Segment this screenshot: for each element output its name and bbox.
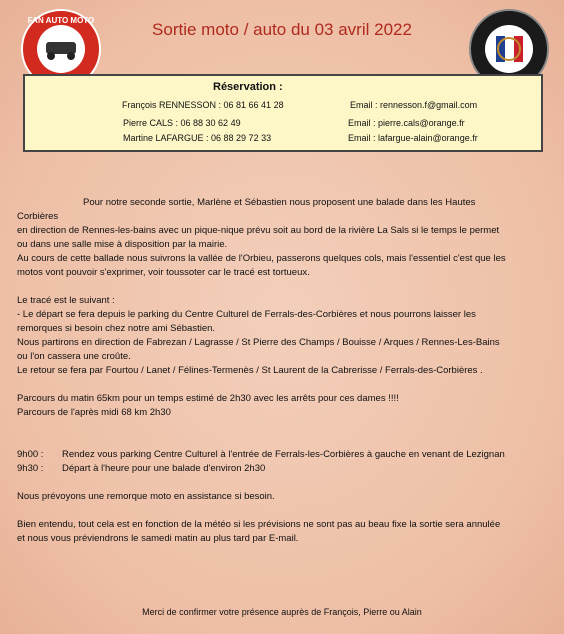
contact-email[interactable]: Email : pierre.cals@orange.fr: [348, 118, 465, 128]
svg-text:FAN AUTO MOTO: FAN AUTO MOTO: [27, 16, 95, 25]
trace-line: ou l'on cassera une croûte.: [17, 351, 131, 362]
schedule-item: [17, 448, 557, 462]
page-title: Sortie moto / auto du 03 avril 2022: [152, 20, 412, 39]
schedule-item: [17, 462, 557, 476]
trace-line: Le tracé est le suivant :: [17, 295, 115, 306]
trace-line: remorques si besoin chez notre ami Sébastien.: [17, 323, 216, 334]
intro-line: ou dans une salle mise à disposition par la mairie.: [17, 239, 228, 250]
contact-email[interactable]: Email : lafargue-alain@orange.fr: [348, 133, 478, 143]
contact-row: [25, 118, 545, 132]
schedule-text: Rendez vous parking Centre Culturel à l'entrée de Ferrals-les-Corbières à gauche en venant de Lezignan: [62, 449, 505, 460]
reservation-title: Réservation :: [213, 81, 283, 93]
intro-line: en direction de Rennes-les-bains avec un pique-nique prévu soit au bord de la rivière La Sals si le temps le permet: [17, 225, 500, 236]
parcours-line: Parcours du matin 65km pour un temps estimé de 2h30 avec les arrêts pour ces dames !!!!: [17, 393, 399, 404]
intro-line: motos vont pouvoir s'exprimer, voir toussoter car le tracé est tortueux.: [17, 267, 310, 278]
meteo-line: Bien entendu, tout cela est en fonction de la météo si les prévisions ne sont pas au beau fixe la sortie sera annulée: [17, 519, 501, 530]
intro-line: Au cours de cette ballade nous suivrons la vallée de l'Orbieu, passerons quelques cols, mais l'essentiel c'est que les: [17, 253, 506, 264]
intro-paragraph-first-line: Pour notre seconde sortie, Marlène et Sébastien nous proposent une balade dans les Hautes: [83, 197, 476, 208]
contact-email[interactable]: Email : rennesson.f@gmail.com: [350, 100, 478, 110]
contact-row: [25, 100, 545, 114]
parcours-line: Parcours de l'après midi 68 km 2h30: [17, 407, 171, 418]
contact-row: [25, 133, 545, 147]
intro-line: Corbières: [17, 211, 59, 222]
contact-name-phone: Pierre CALS : 06 88 30 62 49: [123, 118, 241, 128]
contact-name-phone: Martine LAFARGUE : 06 88 29 72 33: [123, 133, 272, 143]
body-text: [17, 196, 557, 546]
schedule-time: 9h30 :: [17, 463, 44, 474]
meteo-line: et nous vous préviendrons le samedi matin au plus tard par E-mail.: [17, 533, 299, 544]
trace-line: Nous partirons en direction de Fabrezan / Lagrasse / St Pierre des Champs / Bouisse / Arques / Rennes-Les-Bains: [17, 337, 500, 348]
remorque-line: Nous prévoyons une remorque moto en assistance si besoin.: [17, 491, 275, 502]
contact-name-phone: François RENNESSON : 06 81 66 41 28: [122, 100, 284, 110]
schedule-text: Départ à l'heure pour une balade d'environ 2h30: [62, 463, 266, 474]
reservation-box: [23, 74, 543, 152]
schedule-time: 9h00 :: [17, 449, 44, 460]
trace-line: Le retour se fera par Fourtou / Lanet / Félines-Termenès / St Laurent de la Cabrerisse / Ferrals-des-Corbières .: [17, 365, 483, 376]
trace-line: - Le départ se fera depuis le parking du Centre Culturel de Ferrals-des-Corbières et nous pourrons laisser les: [17, 309, 476, 320]
footer-note: Merci de confirmer votre présence auprès de François, Pierre ou Alain: [142, 607, 422, 617]
